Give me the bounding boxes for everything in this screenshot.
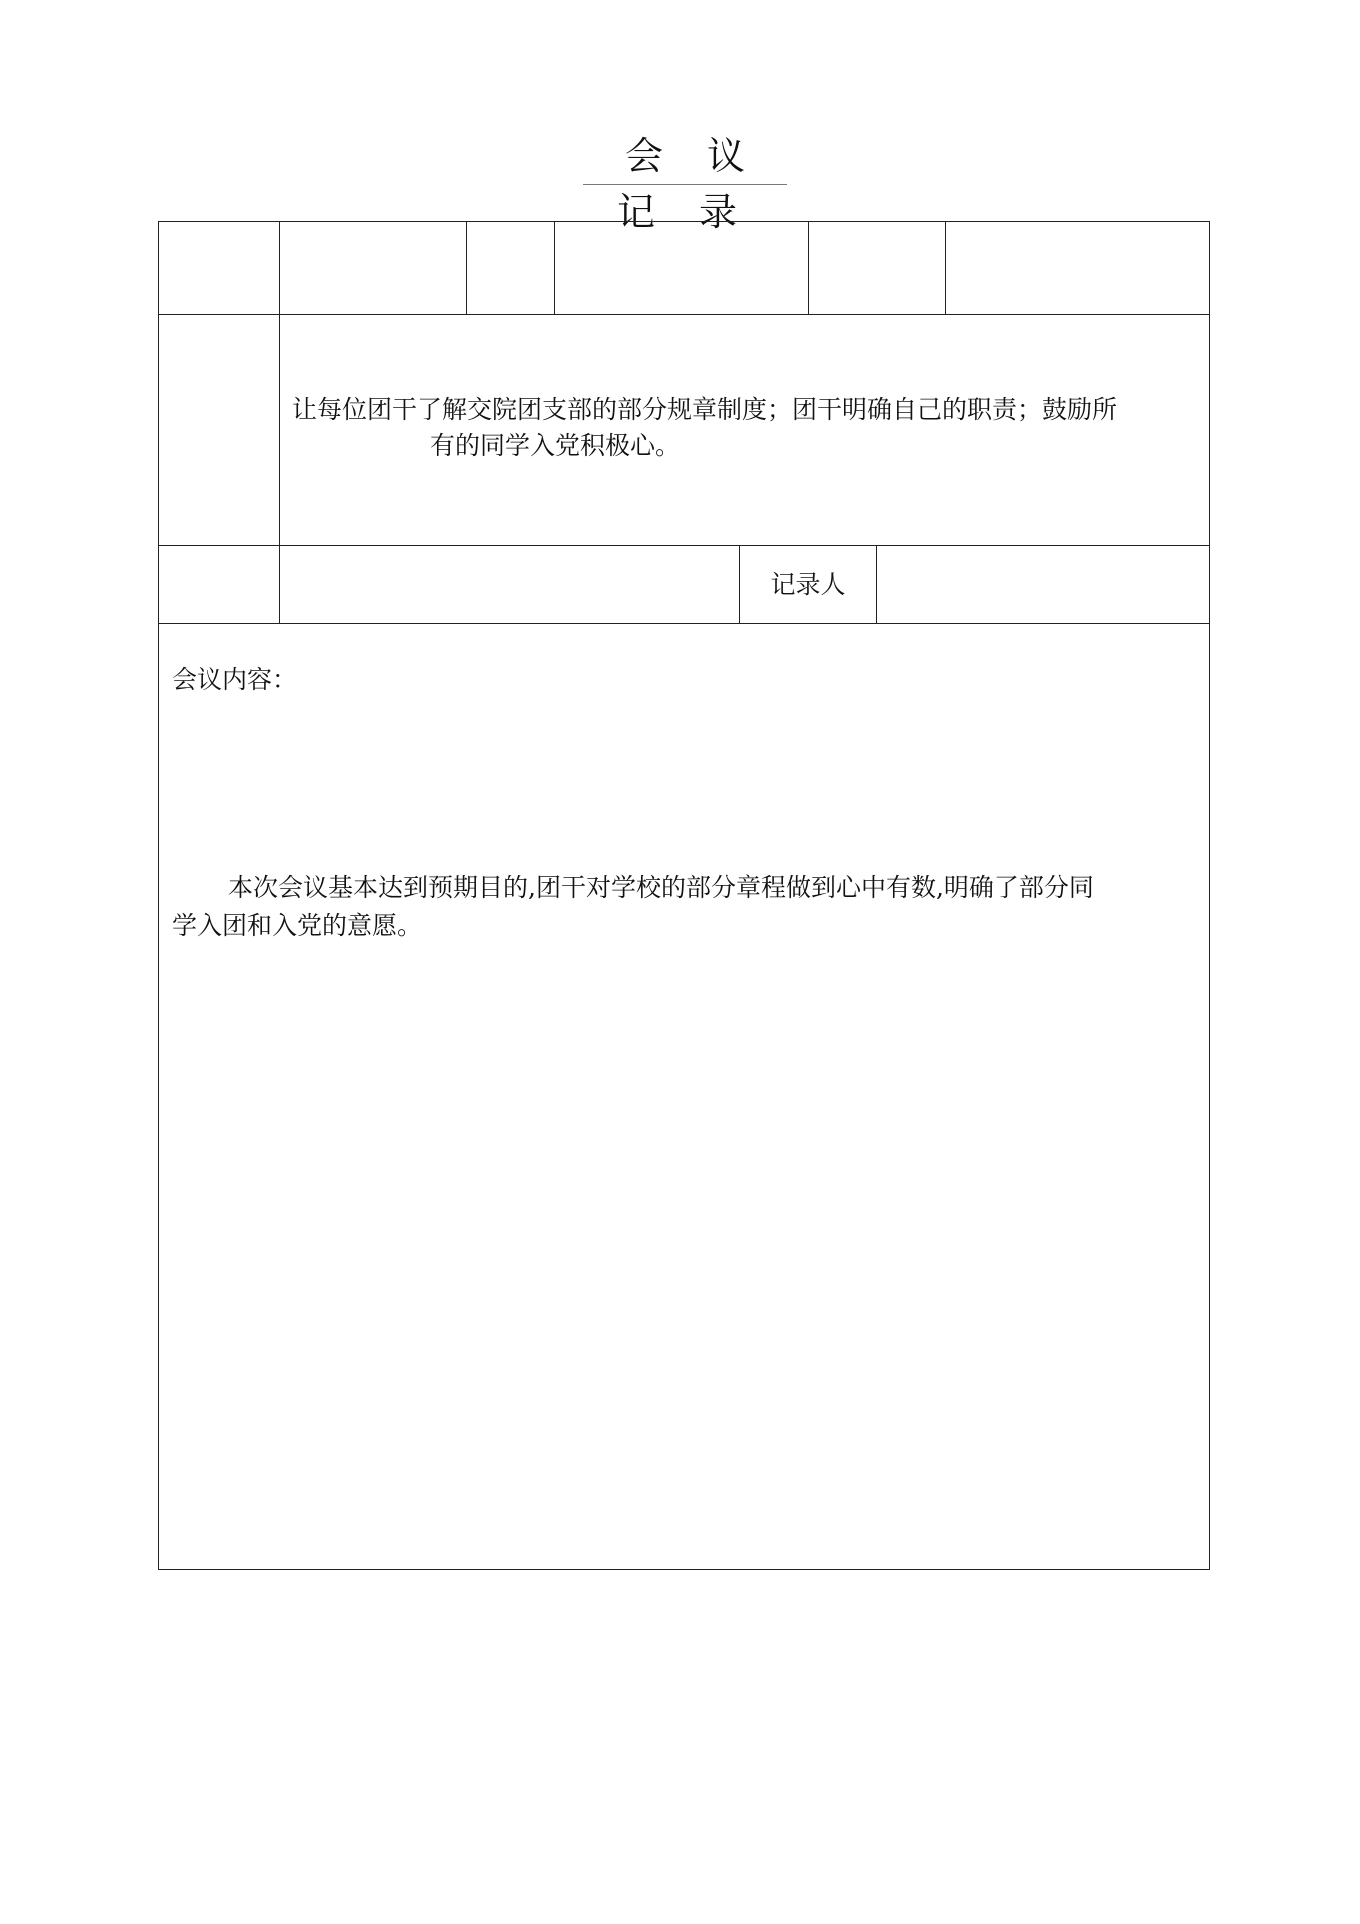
purpose-line-2: 有的同学入党积极心。	[430, 431, 681, 460]
row-divider	[158, 623, 1210, 624]
row-divider	[158, 314, 1210, 315]
column-divider	[554, 221, 555, 314]
summary-line-2: 学入团和入党的意愿。	[172, 911, 423, 940]
column-divider	[466, 221, 467, 314]
recorder-label: 记录人	[770, 570, 846, 599]
summary-line-1: 本次会议基本达到预期目的,团干对学校的部分章程做到心中有数,明确了部分同	[228, 873, 1094, 902]
purpose-line-1: 让每位团干了解交院团支部的部分规章制度；团干明确自己的职责；鼓励所	[292, 395, 1118, 424]
column-divider	[808, 221, 809, 314]
page-title: 会 议 记 录	[583, 128, 787, 185]
meeting-purpose	[292, 392, 1204, 464]
column-divider	[876, 545, 877, 623]
column-divider	[945, 221, 946, 314]
meeting-summary	[172, 869, 1202, 945]
column-divider	[279, 314, 280, 545]
column-divider	[279, 221, 280, 314]
column-divider	[279, 545, 280, 623]
row-divider	[158, 545, 1210, 546]
content-label: 会议内容：	[172, 665, 298, 694]
